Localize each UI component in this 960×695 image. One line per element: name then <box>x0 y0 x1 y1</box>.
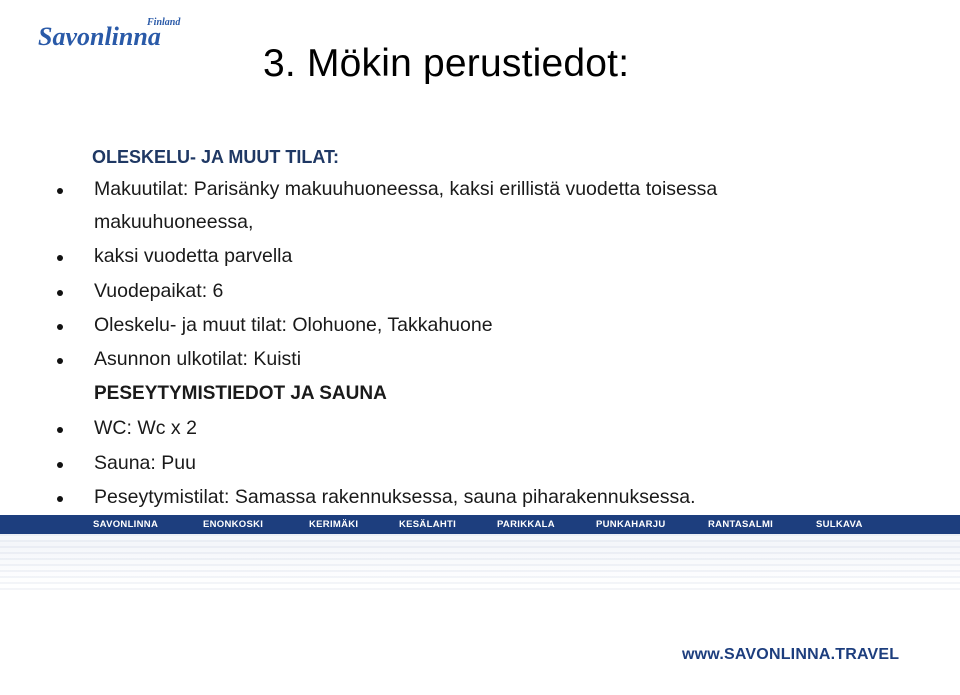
bullet-icon <box>57 255 63 261</box>
list-item-beds: Vuodepaikat: 6 <box>94 280 224 302</box>
bullet-icon <box>57 358 63 364</box>
nav-item-kesalahti: KESÄLAHTI <box>399 519 457 530</box>
list-item-living-rooms: Oleskelu- ja muut tilat: Olohuone, Takkahuone <box>94 314 493 336</box>
bullet-icon <box>57 188 63 194</box>
section-heading-living: OLESKELU- JA MUUT TILAT: <box>92 147 339 167</box>
list-item-washing: Peseytymistilat: Samassa rakennuksessa, sauna piharakennuksessa. <box>94 486 696 508</box>
logo-country: Finland <box>147 17 181 28</box>
municipality-nav <box>0 515 960 534</box>
list-item-wc: WC: Wc x 2 <box>94 417 197 439</box>
bullet-icon <box>57 462 63 468</box>
list-item-outdoor: Asunnon ulkotilat: Kuisti <box>94 348 302 370</box>
slide-title: 3. Mökin perustiedot: <box>263 42 630 85</box>
section-heading-washing: PESEYTYMISTIEDOT JA SAUNA <box>94 383 387 404</box>
nav-item-kerimaki: KERIMÄKI <box>309 519 359 530</box>
logo-wordmark: Savonlinna <box>38 22 161 51</box>
bullet-icon <box>57 324 63 330</box>
website-url: www.SAVONLINNA.TRAVEL <box>682 646 900 663</box>
list-item-loft: kaksi vuodetta parvella <box>94 245 293 267</box>
nav-item-punkaharju: PUNKAHARJU <box>596 519 666 530</box>
nav-item-rantasalmi: RANTASALMI <box>708 519 774 530</box>
footer-stripes <box>0 534 960 594</box>
bullet-icon <box>57 290 63 296</box>
nav-item-savonlinna: SAVONLINNA <box>93 519 159 530</box>
bullet-icon <box>57 427 63 433</box>
list-item-sauna: Sauna: Puu <box>94 452 196 474</box>
nav-item-parikkala: PARIKKALA <box>497 519 555 530</box>
list-item-bedrooms: Makuutilat: Parisänky makuuhuoneessa, kaksi erillistä vuodetta toisessa <box>94 178 718 200</box>
list-item-bedrooms-cont: makuuhuoneessa, <box>94 211 254 233</box>
nav-item-enonkoski: ENONKOSKI <box>203 519 264 530</box>
nav-item-sulkava: SULKAVA <box>816 519 863 530</box>
bullet-icon <box>57 496 63 502</box>
